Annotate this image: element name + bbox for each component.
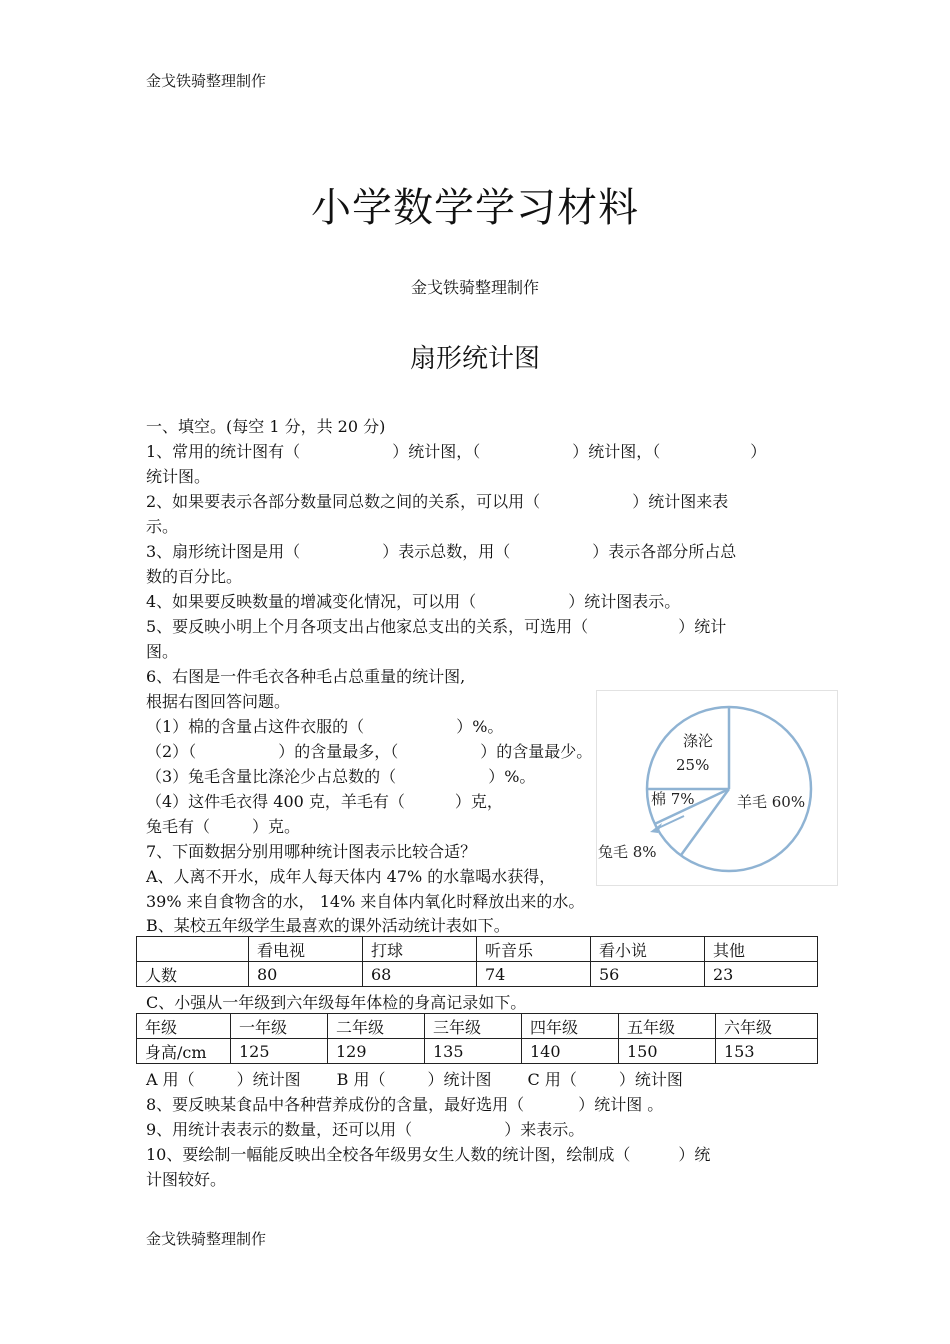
document-subtitle: 金戈铁骑整理制作: [410, 278, 539, 297]
table-row: [137, 937, 818, 962]
table-cell: 人数: [137, 962, 249, 987]
table-cell: 56: [591, 962, 705, 987]
q6-sub3: （3）兔毛含量比涤沦少占总数的（ ）%。: [146, 767, 536, 786]
table-cell: 打球: [363, 937, 477, 962]
table-cell: 135: [425, 1039, 522, 1064]
q6-sub2: （2）（ ）的含量最多，（ ）的含量最少。: [146, 742, 593, 761]
page-header-maker: 金戈铁骑整理制作: [146, 72, 267, 90]
slice-label-polyester-pct: 25%: [676, 756, 710, 774]
q5-line1: 5、要反映小明上个月各项支出占他家总支出的关系，可选用（ ）统计: [146, 617, 727, 636]
table-cell: 听音乐: [477, 937, 591, 962]
q1-line1: 1、常用的统计图有（ ）统计图，（ ）统计图，（ ）: [146, 442, 767, 461]
slice-label-rabbit: 兔毛 8%: [598, 843, 657, 861]
table-cell: 74: [477, 962, 591, 987]
table-row: [137, 1014, 818, 1039]
q9-line: 9、用统计表表示的数量，还可以用（ ）来表示。: [146, 1120, 585, 1139]
q10-line1: 10、要绘制一幅能反映出全校各年级男女生人数的统计图，绘制成（ ）统: [146, 1145, 711, 1164]
q7-answer-line: A 用（ ）统计图 B 用（ ）统计图 C 用（ ）统计图: [146, 1070, 683, 1089]
q7-intro: 7、下面数据分别用哪种统计图表示比较合适？: [146, 842, 477, 861]
height-table: [136, 1013, 818, 1064]
q6-intro2: 根据右图回答问题。: [146, 692, 291, 711]
q2-line2: 示。: [146, 517, 179, 536]
q10-line2: 计图较好。: [146, 1170, 227, 1189]
slice-label-cotton: 棉 7%: [651, 790, 695, 808]
q6-sub1: （1）棉的含量占这件衣服的（ ）%。: [146, 717, 504, 736]
table-cell: 四年级: [522, 1014, 619, 1039]
slice-label-polyester: 涤沦: [683, 732, 714, 750]
q7-c-intro: C、小强从一年级到六年级每年体检的身高记录如下。: [146, 993, 527, 1012]
table-row: [137, 962, 818, 987]
section-title: 扇形统计图: [409, 344, 540, 374]
table-cell: 150: [619, 1039, 716, 1064]
table-cell: 68: [363, 962, 477, 987]
table-cell: 125: [231, 1039, 328, 1064]
document-title: 小学数学学习材料: [311, 185, 639, 231]
table-cell: 看电视: [249, 937, 363, 962]
table-cell: 80: [249, 962, 363, 987]
table-cell: 年级: [137, 1014, 231, 1039]
q6-sub4: （4）这件毛衣得 400 克，羊毛有（ ）克，: [146, 792, 503, 811]
table-cell: 23: [705, 962, 818, 987]
wool-composition-pie-chart: [596, 690, 838, 886]
table-cell: [137, 937, 249, 962]
table-cell: 三年级: [425, 1014, 522, 1039]
q5-line2: 图。: [146, 642, 179, 661]
q8-line: 8、要反映某食品中各种营养成份的含量，最好选用（ ）统计图 。: [146, 1095, 664, 1114]
page-footer-maker: 金戈铁骑整理制作: [146, 1230, 267, 1248]
table-cell: 140: [522, 1039, 619, 1064]
q1-line2: 统计图。: [146, 467, 211, 486]
table-cell: 身高/cm: [137, 1039, 231, 1064]
q6-intro1: 6、右图是一件毛衣各种毛占总重量的统计图,: [146, 667, 466, 686]
table-cell: 看小说: [591, 937, 705, 962]
q3-line2: 数的百分比。: [146, 567, 243, 586]
table-cell: 其他: [705, 937, 818, 962]
q7-b-intro: B、某校五年级学生最喜欢的课外活动统计表如下。: [146, 916, 510, 935]
q7-a-line2: 39% 来自食物含的水， 14% 来自体内氧化时释放出来的水。: [146, 892, 585, 911]
table-row: [137, 1039, 818, 1064]
slice-label-wool: 羊毛 60%: [737, 793, 806, 811]
part1-heading: 一、填空。(每空 1 分，共 20 分): [146, 417, 386, 436]
table-cell: 153: [716, 1039, 818, 1064]
table-cell: 五年级: [619, 1014, 716, 1039]
q4-line: 4、如果要反映数量的增减变化情况，可以用（ ）统计图表示。: [146, 592, 681, 611]
q7-a-line1: A、人离不开水，成年人每天体内 47% 的水靠喝水获得，: [146, 867, 556, 886]
q6-sub4-cont: 兔毛有（ ）克。: [146, 817, 301, 836]
table-cell: 二年级: [328, 1014, 425, 1039]
q3-line1: 3、扇形统计图是用（ ）表示总数，用（ ）表示各部分所占总: [146, 542, 737, 561]
q2-line1: 2、如果要表示各部分数量同总数之间的关系，可以用（ ）统计图来表: [146, 492, 729, 511]
table-cell: 六年级: [716, 1014, 818, 1039]
table-cell: 一年级: [231, 1014, 328, 1039]
table-cell: 129: [328, 1039, 425, 1064]
activity-table: [136, 936, 818, 987]
